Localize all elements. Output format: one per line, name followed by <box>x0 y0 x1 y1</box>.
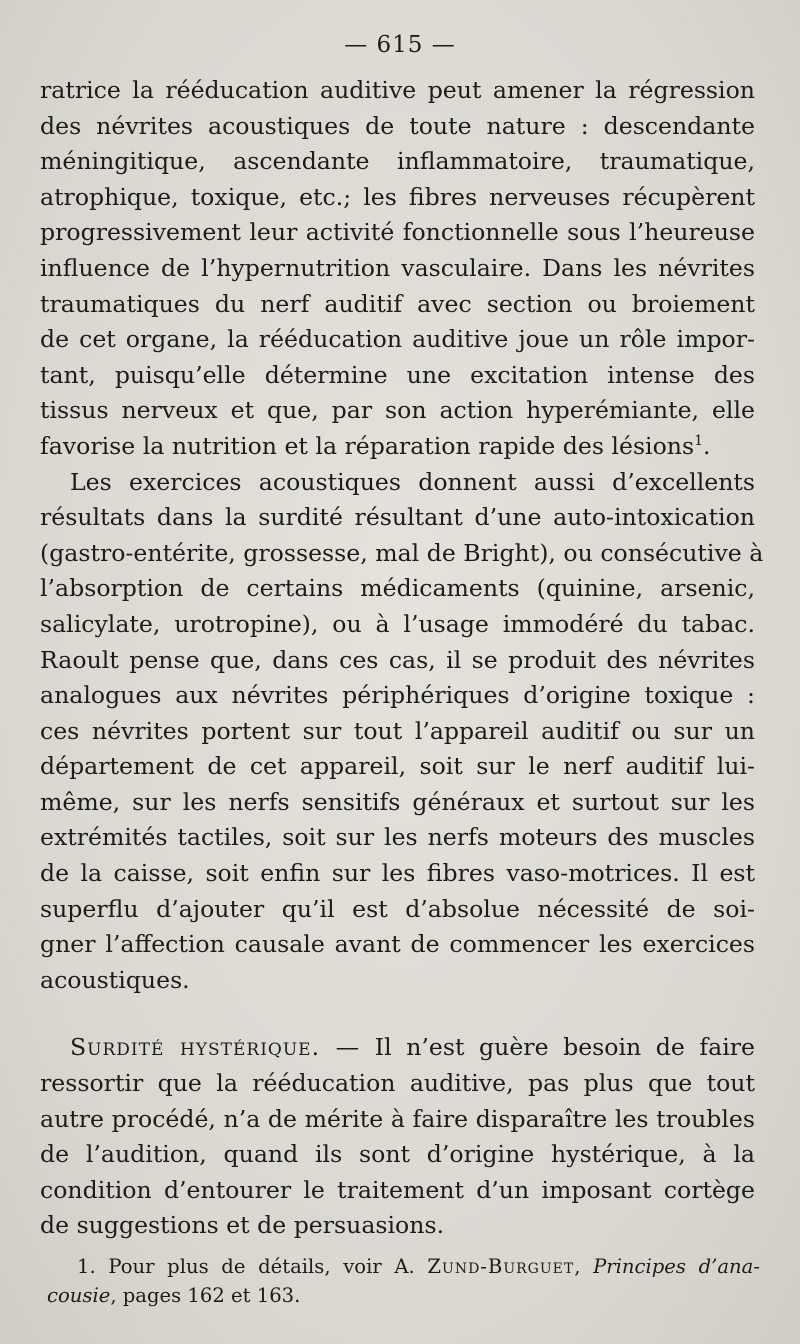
footnote-marker: 1 <box>694 433 704 450</box>
text-line: ces névrites portent sur tout l’appareil auditif ou sur un <box>40 716 755 745</box>
footnote-separator: , <box>574 1255 594 1278</box>
paragraph-1 <box>40 73 755 465</box>
text-line: acoustiques. <box>40 965 190 994</box>
text-line: favorise la nutrition et la réparation rapide des lésions$^1$. <box>40 431 711 460</box>
text-line: ratrice la rééducation auditive peut amener la régression <box>40 76 755 104</box>
text-line: de l’audition, quand ils sont d’origine hystérique, à la <box>40 1140 755 1169</box>
text-line: influence de l’hypernutrition vasculaire. Dans les névrites <box>40 253 755 282</box>
text-line: autre procédé, n’a de mérite à faire disparaître les troubles <box>40 1104 755 1133</box>
text-line: département de cet appareil, soit sur le nerf auditif lui- <box>40 752 755 781</box>
footnote-suffix: , pages 162 et 163. <box>110 1284 301 1307</box>
text-line: condition d’entourer le traitement d’un imposant cortège <box>40 1175 755 1204</box>
text-line: Raoult pense que, dans ces cas, il se produit des névrites <box>40 645 755 674</box>
text-line: (gastro-entérite, grossesse, mal de Bright), ou consécutive à <box>40 538 764 567</box>
text-line: extrémités tactiles, soit sur les nerfs moteurs des muscles <box>40 823 755 852</box>
footnote-title: Principes d’ana- <box>593 1255 760 1278</box>
footnote <box>47 1252 760 1310</box>
paragraph-gap <box>40 998 755 1030</box>
text-line: superflu d’ajouter qu’il est d’absolue nécessité de soi- <box>40 894 755 923</box>
text-line: méningitique, ascendante inflammatoire, traumatique, <box>40 147 755 176</box>
paragraph-2 <box>40 465 764 999</box>
text-line: traumatiques du nerf auditif avec section ou broiement <box>40 289 755 318</box>
text-line: gner l’affection causale avant de commencer les exercices <box>40 930 755 959</box>
text-line: tant, puisqu’elle détermine une excitation intense des <box>40 360 755 389</box>
text-line <box>40 1030 755 1066</box>
footnote-prefix: 1. Pour plus de détails, voir A. <box>77 1255 428 1278</box>
text-line: tissus nerveux et que, par son action hyperémiante, elle <box>40 396 755 425</box>
text-line: Les exercices acoustiques donnent aussi d’excellents <box>70 467 755 496</box>
text-line: atrophique, toxique, etc.; les fibres nerveuses récupèrent <box>40 182 755 211</box>
page-number: — 615 — <box>344 32 456 58</box>
text-line-content: Il n’est guère besoin de faire <box>374 1033 755 1062</box>
section-heading: Surdité hystérique. — <box>70 1033 361 1062</box>
footnote-line <box>47 1281 760 1310</box>
body-text <box>40 73 764 1244</box>
text-line: de la caisse, soit enfin sur les fibres vaso-motrices. Il est <box>40 859 755 888</box>
text-line: résultats dans la surdité résultant d’une auto-intoxication <box>40 503 755 532</box>
text-line: de suggestions et de persuasions. <box>40 1211 445 1240</box>
text-line: même, sur les nerfs sensitifs généraux et surtout sur les <box>40 787 755 816</box>
text-line: ressortir que la rééducation auditive, pas plus que tout <box>40 1069 755 1098</box>
text-line-content: favorise la nutrition et la réparation rapide des lésions <box>40 431 695 460</box>
footnote-title-cont: cousie <box>47 1284 111 1307</box>
footnote-author: Zund-Burguet <box>427 1255 575 1278</box>
text-line: l’absorption de certains médicaments (quinine, arsenic, <box>40 574 755 603</box>
text-line: de cet organe, la rééducation auditive joue un rôle impor- <box>40 325 755 354</box>
footnote-line <box>47 1252 760 1281</box>
text-line: salicylate, urotropine), ou à l’usage immodéré du tabac. <box>40 609 755 638</box>
text-line: des névrites acoustiques de toute nature : descendante <box>40 111 755 140</box>
text-line: progressivement leur activité fonctionnelle sous l’heureuse <box>40 218 755 247</box>
paragraph-3 <box>40 1030 755 1244</box>
text-line: analogues aux névrites périphériques d’origine toxique : <box>40 681 755 710</box>
